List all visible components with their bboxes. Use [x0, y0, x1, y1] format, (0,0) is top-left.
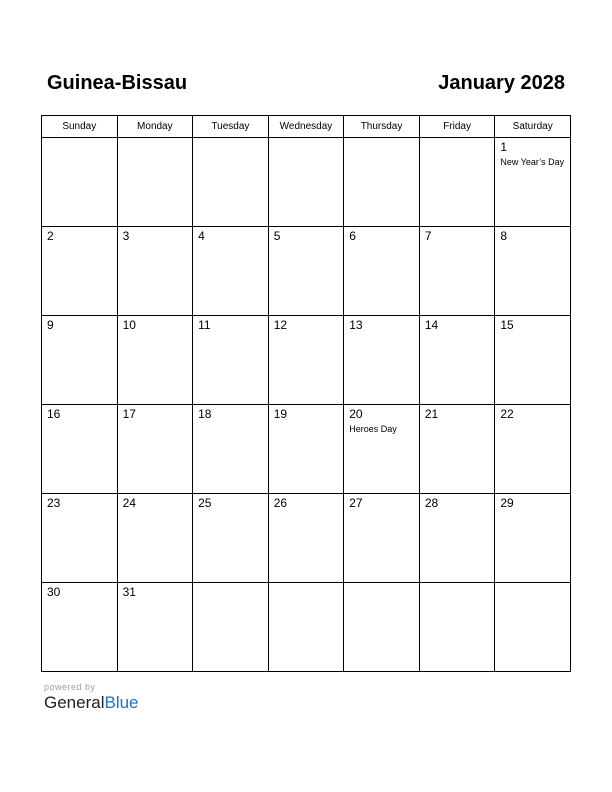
day-cell — [495, 227, 571, 316]
day-number: 8 — [500, 229, 508, 243]
day-cell — [42, 138, 118, 227]
day-number: 19 — [273, 407, 288, 421]
day-cell — [268, 227, 344, 316]
day-cell — [419, 227, 495, 316]
calendar-grid — [41, 115, 571, 672]
day-number: 4 — [198, 229, 205, 243]
day-number: 7 — [424, 229, 432, 243]
day-number: 20 — [349, 407, 363, 421]
day-number: 13 — [349, 318, 363, 332]
day-cell — [117, 405, 193, 494]
day-cell — [495, 138, 571, 227]
day-number — [269, 138, 344, 141]
weekday-header: Wednesday — [268, 116, 344, 138]
day-number: 23 — [47, 496, 61, 510]
week-row — [42, 316, 571, 405]
day-cell — [42, 316, 118, 405]
day-cell — [344, 138, 420, 227]
day-number: 30 — [47, 585, 61, 599]
day-number: 17 — [122, 407, 136, 421]
brand-general: General — [44, 693, 105, 712]
day-cell — [344, 316, 420, 405]
day-number — [193, 138, 268, 141]
day-number — [420, 138, 495, 141]
day-cell — [117, 494, 193, 583]
day-number: 26 — [273, 496, 288, 510]
day-cell — [42, 405, 118, 494]
day-cell — [268, 583, 344, 672]
day-cell — [193, 494, 269, 583]
day-cell — [495, 316, 571, 405]
day-number: 16 — [47, 407, 61, 421]
week-row — [42, 494, 571, 583]
day-cell — [344, 494, 420, 583]
day-cell — [419, 138, 495, 227]
day-number: 24 — [122, 496, 136, 510]
day-cell — [495, 405, 571, 494]
day-number: 31 — [122, 585, 136, 599]
week-row — [42, 138, 571, 227]
day-cell — [193, 316, 269, 405]
day-cell — [42, 227, 118, 316]
day-number: 5 — [273, 229, 281, 243]
day-number — [344, 138, 419, 141]
country-title: Guinea-Bissau — [47, 72, 188, 94]
day-number — [495, 583, 570, 586]
day-number — [344, 583, 419, 586]
weekday-header: Sunday — [42, 116, 118, 138]
day-number: 18 — [198, 407, 212, 421]
brand-blue: Blue — [104, 693, 139, 712]
day-number: 14 — [424, 318, 439, 332]
day-cell — [268, 405, 344, 494]
day-number: 21 — [424, 407, 439, 421]
day-cell — [495, 494, 571, 583]
day-cell — [193, 227, 269, 316]
day-number — [420, 583, 495, 586]
day-cell — [344, 583, 420, 672]
powered-by-text: powered by — [44, 682, 96, 692]
week-row — [42, 405, 571, 494]
month-title: January 2028 — [438, 72, 565, 94]
day-cell — [419, 405, 495, 494]
day-cell — [193, 405, 269, 494]
day-number: 2 — [47, 229, 54, 243]
day-cell — [344, 405, 420, 494]
day-cell — [42, 583, 118, 672]
day-number: 11 — [198, 318, 211, 332]
day-number — [269, 583, 344, 586]
week-row — [42, 227, 571, 316]
day-number — [193, 583, 268, 586]
day-cell — [268, 316, 344, 405]
day-cell — [117, 227, 193, 316]
weekday-header: Monday — [117, 116, 193, 138]
day-cell — [268, 494, 344, 583]
weekday-header: Saturday — [495, 116, 571, 138]
day-number: 6 — [349, 229, 356, 243]
footer-branding — [44, 682, 139, 713]
day-number: 28 — [424, 496, 439, 510]
day-number: 1 — [500, 140, 508, 154]
day-cell — [117, 316, 193, 405]
weekday-row — [42, 116, 571, 138]
day-cell — [419, 583, 495, 672]
day-cell — [117, 138, 193, 227]
day-number: 15 — [500, 318, 514, 332]
day-cell — [419, 494, 495, 583]
day-number: 22 — [500, 407, 514, 421]
day-number: 25 — [198, 496, 212, 510]
day-cell — [344, 227, 420, 316]
calendar-header — [41, 72, 571, 98]
day-number: 3 — [122, 229, 130, 243]
week-row — [42, 583, 571, 672]
day-cell — [419, 316, 495, 405]
weekday-header: Tuesday — [193, 116, 269, 138]
day-cell — [495, 583, 571, 672]
day-cell — [193, 138, 269, 227]
day-number: 29 — [500, 496, 514, 510]
day-number: 12 — [273, 318, 288, 332]
day-number: 9 — [47, 318, 54, 332]
day-cell — [193, 583, 269, 672]
day-number: 10 — [122, 318, 136, 332]
brand-logo — [44, 693, 139, 713]
holiday-label: Heroes Day — [349, 424, 397, 434]
holiday-label: New Year’s Day — [500, 157, 565, 167]
day-number: 27 — [349, 496, 363, 510]
day-number — [118, 138, 193, 141]
day-cell — [268, 138, 344, 227]
day-cell — [42, 494, 118, 583]
weekday-header: Friday — [419, 116, 495, 138]
day-cell — [117, 583, 193, 672]
day-number — [42, 138, 117, 141]
weekday-header: Thursday — [344, 116, 420, 138]
